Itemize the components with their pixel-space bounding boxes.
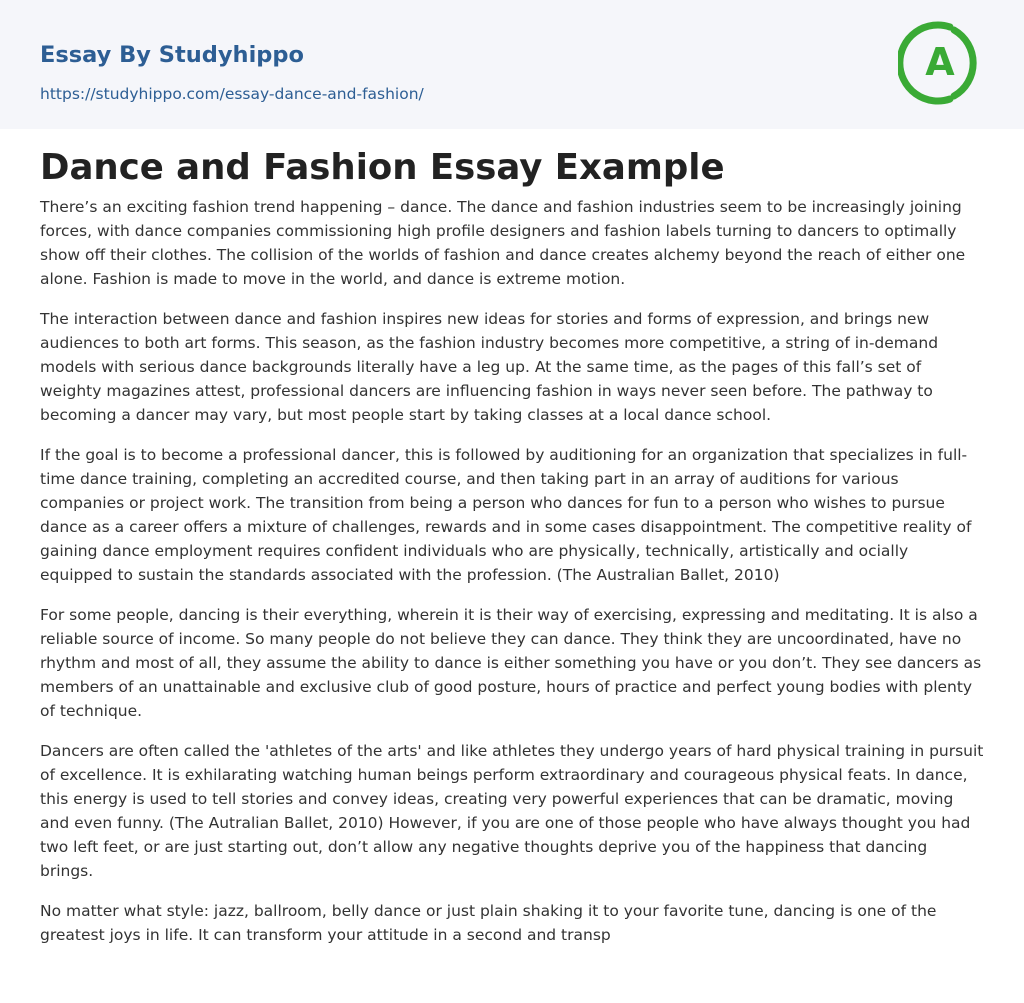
article-paragraph: There’s an exciting fashion trend happening – dance. The dance and fashion industries seem to be increasingly joining forces, with dance companies commissioning high profile designers and fashion labels turning to dancers to optimally show off their clothes. The collision of the worlds of fashion and dance creates alchemy beyond the reach of either one alone. Fashion is made to move in the world, and dance is extreme motion.: [40, 198, 966, 288]
article-paragraph: No matter what style: jazz, ballroom, belly dance or just plain shaking it to your favorite tune, dancing is one of the greatest joys in life. It can transform your attitude in a second and transp: [40, 902, 937, 944]
article-paragraph: The interaction between dance and fashion inspires new ideas for stories and forms of expression, and brings new audiences to both art forms. This season, as the fashion industry becomes more competitive, a string of in-demand models with serious dance backgrounds literally have a leg up. At the same time, as the pages of this fall’s set of weighty magazines attest, professional dancers are influencing fashion in ways never seen before. The pathway to becoming a dancer may vary, but most people start by taking classes at a local dance school.: [40, 310, 939, 424]
site-brand[interactable]: Essay By Studyhippo: [40, 42, 304, 68]
article-body: [40, 195, 985, 947]
studyhippo-logo-icon[interactable]: [898, 20, 986, 106]
logo-letter: A: [925, 40, 955, 84]
article-paragraph: If the goal is to become a professional dancer, this is followed by auditioning for an organization that specializes in full-time dance training, completing an accredited course, and then taking part in an array of auditions for various companies or project work. The transition from being a person who dances for fun to a person who wishes to pursue dance as a career offers a mixture of challenges, rewards and in some cases disappointment. The competitive reality of gaining dance employment requires confident individuals who are physically, technically, artistically and ocially equipped to sustain the standards associated with the profession. (The Australian Ballet, 2010): [40, 446, 972, 584]
page-url-link[interactable]: https://studyhippo.com/essay-dance-and-fashion/: [40, 85, 424, 103]
article-paragraph: Dancers are often called the 'athletes of the arts' and like athletes they undergo years of hard physical training in pursuit of excellence. It is exhilarating watching human beings perform extraordinary and courageous physical feats. In dance, this energy is used to tell stories and convey ideas, creating very powerful experiences that can be dramatic, moving and even funny. (The Autralian Ballet, 2010) However, if you are one of those people who have always thought you had two left feet, or are just starting out, don’t allow any negative thoughts deprive you of the happiness that dancing brings.: [40, 742, 984, 880]
article-content: [40, 146, 985, 963]
page-title: Dance and Fashion Essay Example: [40, 147, 725, 188]
site-header: [0, 0, 1024, 129]
article-paragraph: For some people, dancing is their everything, wherein it is their way of exercising, expressing and meditating. It is also a reliable source of income. So many people do not believe they can dance. They think they are uncoordinated, have no rhythm and most of all, they assume the ability to dance is either something you have or you don’t. They see dancers as members of an unattainable and exclusive club of good posture, hours of practice and perfect young bodies with plenty of technique.: [40, 606, 982, 720]
